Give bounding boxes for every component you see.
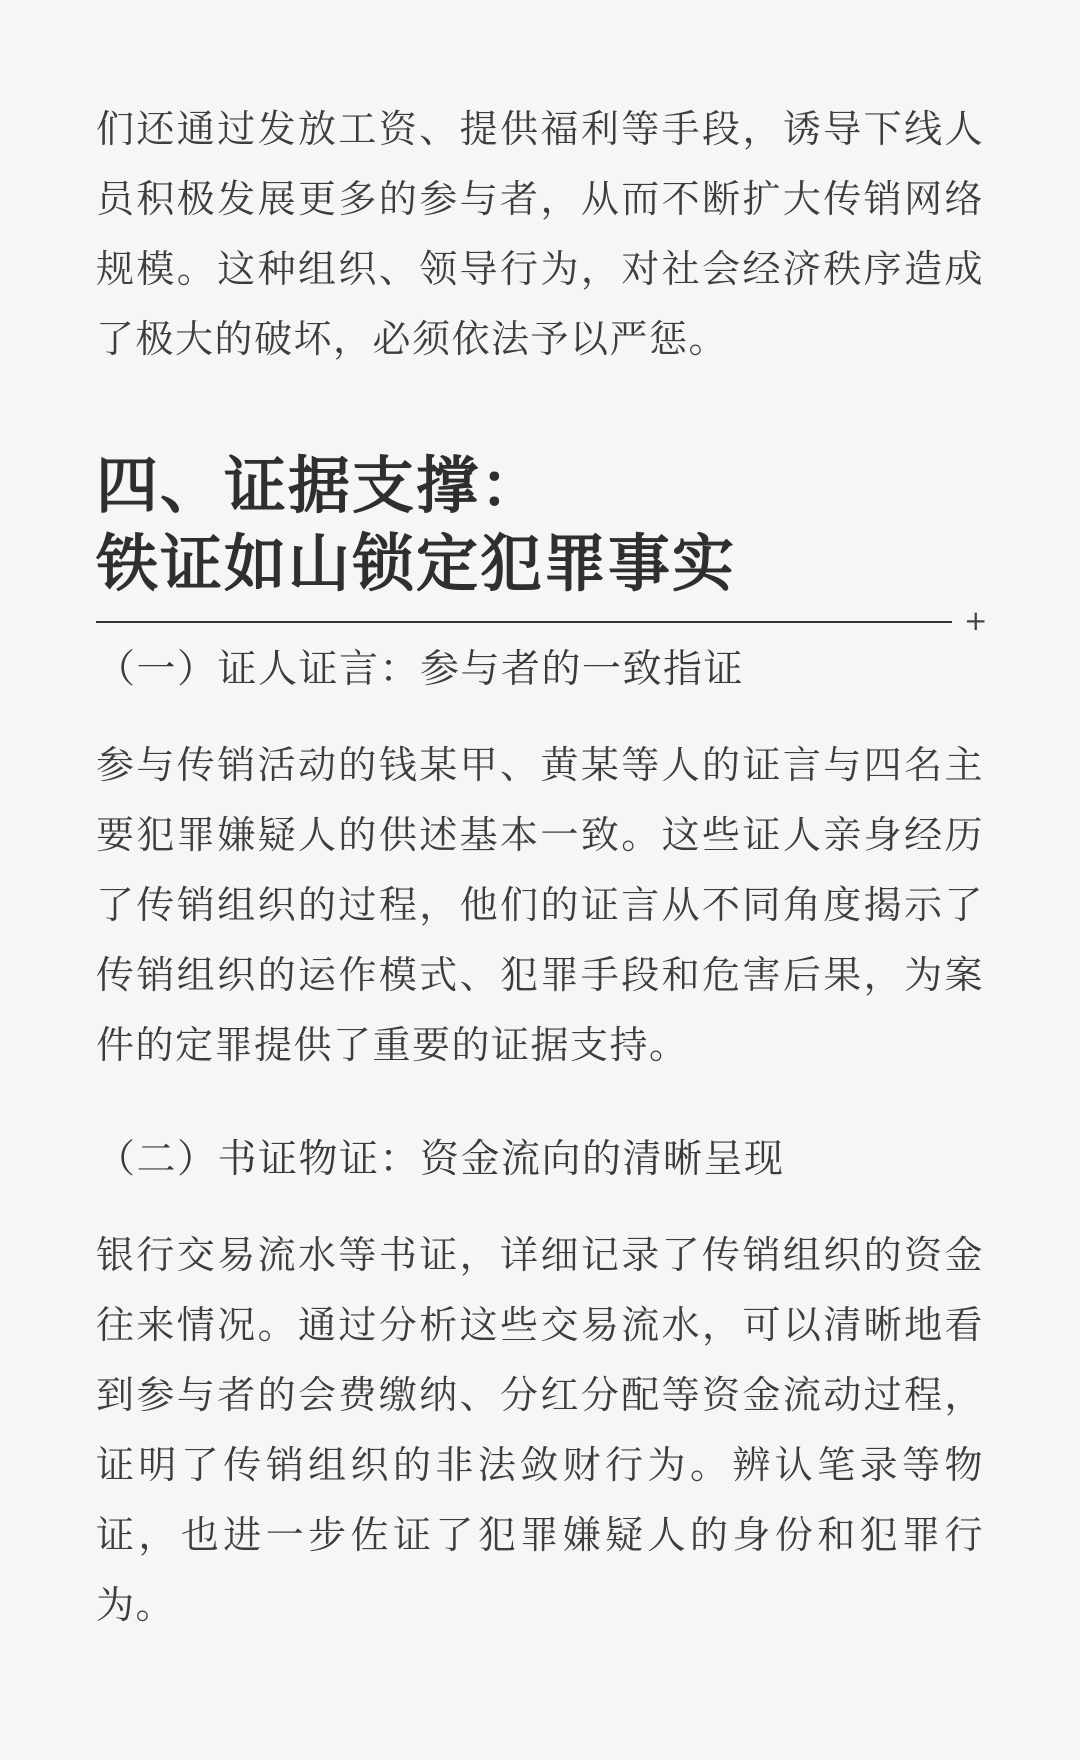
plus-icon: +: [964, 604, 988, 637]
section-divider: [96, 621, 952, 623]
section-title-line-1: 四、证据支撑：: [96, 449, 545, 522]
intro-paragraph: 们还通过发放工资、提供福利等手段，诱导下线人员积极发展更多的参与者，从而不断扩大传销网络规模。这种组织、领导行为，对社会经济秩序造成了极大的破坏，必须依法予以严惩。: [96, 107, 984, 361]
subsection-body-1: 参与传销活动的钱某甲、黄某等人的证言与四名主要犯罪嫌疑人的供述基本一致。这些证人亲身经历了传销组织的过程，他们的证言从不同角度揭示了传销组织的运作模式、犯罪手段和危害后果，为案件的定罪提供了重要的证据支持。: [96, 743, 984, 1067]
subsection-heading-2: （二）书证物证：资金流向的清晰呈现: [96, 1137, 785, 1182]
subsection-body-2: 银行交易流水等书证，详细记录了传销组织的资金往来情况。通过分析这些交易流水，可以清晰地看到参与者的会费缴纳、分红分配等资金流动过程，证明了传销组织的非法敛财行为。辨认笔录等物证，也进一步佐证了犯罪嫌疑人的身份和犯罪行为。: [96, 1233, 984, 1627]
subsection-heading-1: （一）证人证言：参与者的一致指证: [96, 647, 745, 692]
section-title-line-2: 铁证如山锁定犯罪事实: [96, 527, 737, 600]
